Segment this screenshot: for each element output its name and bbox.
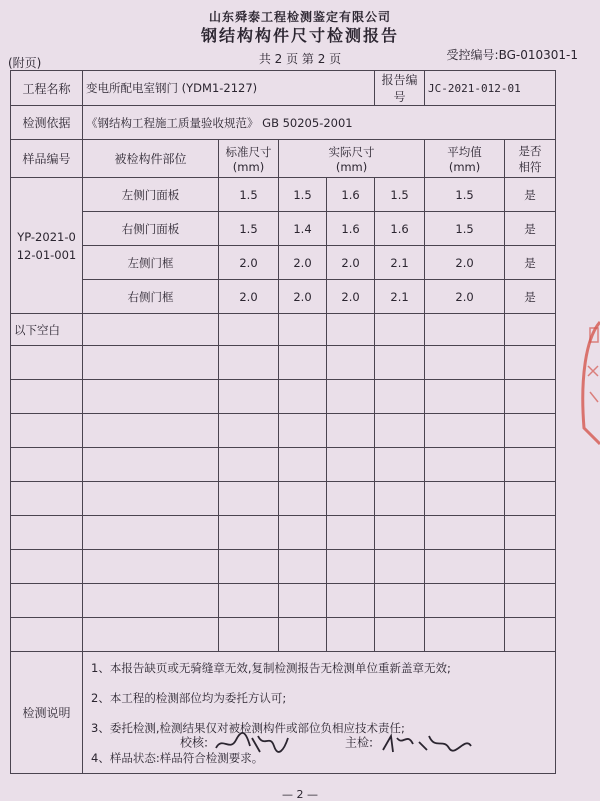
row-actual-3: 2.1	[375, 280, 425, 314]
row-standard: 1.5	[219, 178, 279, 212]
report-title: 钢结构构件尺寸检测报告	[200, 26, 399, 45]
basis-value: 《钢结构工程施工质量验收规范》 GB 50205-2001	[83, 106, 556, 140]
col-actual-label: 实际尺寸	[328, 144, 375, 159]
row-part: 左侧门框	[83, 246, 219, 280]
row-actual-3: 1.5	[375, 178, 425, 212]
row-actual-2: 1.6	[327, 212, 375, 246]
col-standard	[219, 140, 279, 178]
basis-row	[11, 106, 556, 140]
page-number: — 2 —	[282, 788, 318, 801]
control-number: 受控编号:BG-010301-1	[446, 48, 578, 62]
col-conform-label2: 相符	[518, 159, 542, 174]
row-part: 右侧门框	[83, 280, 219, 314]
organization-name: 山东舜泰工程检测鉴定有限公司	[208, 10, 391, 24]
empty-row	[11, 618, 556, 652]
col-conform	[505, 140, 556, 178]
row-average: 2.0	[425, 280, 505, 314]
row-standard: 2.0	[219, 280, 279, 314]
notes-content	[83, 652, 556, 774]
row-actual-1: 2.0	[279, 280, 327, 314]
col-sample-no: 样品编号	[11, 140, 83, 178]
chief-signature	[377, 728, 477, 758]
note-item: 1、本报告缺页或无骑缝章无效,复制检测报告无检测单位重新盖章无效;	[91, 660, 451, 675]
checker-label: 校核:	[180, 735, 209, 750]
row-actual-2: 1.6	[327, 178, 375, 212]
row-conform: 是	[505, 178, 556, 212]
empty-row	[11, 482, 556, 516]
empty-row	[11, 346, 556, 380]
notes-label: 检测说明	[11, 652, 83, 774]
row-standard: 2.0	[219, 246, 279, 280]
row-conform: 是	[505, 212, 556, 246]
note-item: 3、委托检测,检测结果仅对被检测构件或部位负相应技术责任;	[91, 720, 405, 735]
col-part: 被检构件部位	[83, 140, 219, 178]
column-header-row	[11, 140, 556, 178]
blank-marker-row	[11, 314, 556, 346]
row-actual-3: 2.1	[375, 246, 425, 280]
col-avg-unit: (mm)	[448, 159, 481, 174]
empty-row	[11, 448, 556, 482]
empty-row	[11, 380, 556, 414]
row-actual-1: 1.4	[279, 212, 327, 246]
note-item: 4、样品状态:样品符合检测要求。	[91, 750, 264, 765]
col-actual	[279, 140, 425, 178]
seal-stamp-fragment	[572, 318, 600, 448]
table-row	[11, 280, 556, 314]
row-average: 1.5	[425, 178, 505, 212]
empty-row	[11, 584, 556, 618]
col-avg-label: 平均值	[447, 144, 482, 159]
table-row	[11, 212, 556, 246]
col-actual-unit: (mm)	[335, 159, 368, 174]
row-actual-2: 2.0	[327, 280, 375, 314]
col-conform-label: 是否	[518, 143, 542, 158]
col-standard-label: 标准尺寸	[225, 144, 272, 159]
project-row	[11, 71, 556, 106]
row-average: 1.5	[425, 212, 505, 246]
row-standard: 1.5	[219, 212, 279, 246]
col-standard-unit: (mm)	[232, 159, 265, 174]
inspection-table	[10, 70, 556, 774]
checker-signature-block	[180, 728, 292, 758]
col-avg	[425, 140, 505, 178]
row-actual-2: 2.0	[327, 246, 375, 280]
chief-label: 主检:	[345, 735, 374, 750]
page-count: 共 2 页 第 2 页	[258, 52, 342, 66]
checker-signature	[212, 728, 292, 758]
chief-signature-block	[345, 728, 477, 758]
report-no-value: JC-2021-012-01	[425, 71, 556, 106]
row-average: 2.0	[425, 246, 505, 280]
table-row	[11, 178, 556, 212]
blank-below-text: 以下空白	[11, 314, 83, 346]
appendix-label: (附页)	[8, 56, 42, 70]
table-row	[11, 246, 556, 280]
report-no-label: 报告编号	[375, 71, 425, 106]
row-actual-1: 1.5	[279, 178, 327, 212]
note-item: 2、本工程的检测部位均为委托方认可;	[91, 690, 287, 705]
row-part: 右侧门面板	[83, 212, 219, 246]
empty-row	[11, 550, 556, 584]
sample-number: YP-2021-012-01-001	[11, 178, 83, 314]
row-actual-3: 1.6	[375, 212, 425, 246]
empty-row	[11, 414, 556, 448]
row-conform: 是	[505, 280, 556, 314]
project-value: 变电所配电室钢门 (YDM1-2127)	[83, 71, 375, 106]
project-label: 工程名称	[11, 71, 83, 106]
row-actual-1: 2.0	[279, 246, 327, 280]
empty-row	[11, 516, 556, 550]
basis-label: 检测依据	[11, 106, 83, 140]
row-part: 左侧门面板	[83, 178, 219, 212]
row-conform: 是	[505, 246, 556, 280]
